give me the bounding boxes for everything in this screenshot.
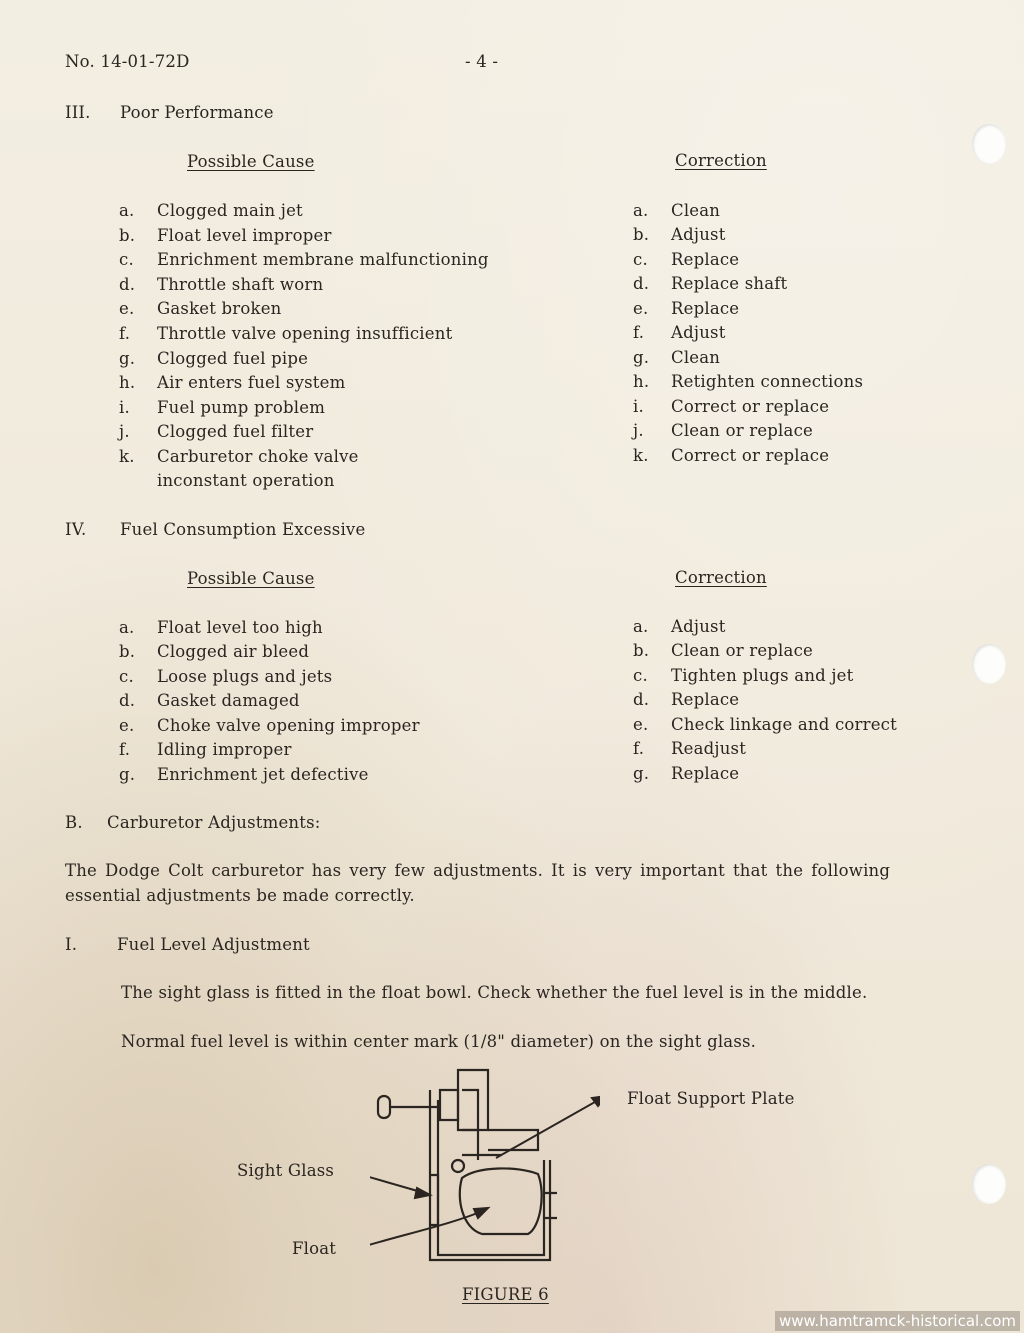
punch-hole-bottom [972,1164,1006,1204]
section-iii-numeral: III. [65,103,91,122]
section-iii-correction-header: Correction [675,151,767,170]
intro-line-2: essential adjustments be made correctly. [65,886,415,905]
figure-caption: FIGURE 6 [462,1285,549,1304]
page-number: - 4 - [465,52,499,71]
section-iv-cause-header: Possible Cause [187,569,315,588]
section-b-title: Carburetor Adjustments: [107,813,321,832]
punch-hole-middle [972,644,1006,684]
section-iv-numeral: IV. [65,520,87,539]
punch-hole-top [972,124,1006,164]
label-float-support-plate: Float Support Plate [627,1089,795,1108]
section-iv-correction-header: Correction [675,568,767,587]
section-iv-title: Fuel Consumption Excessive [120,520,366,539]
label-float: Float [292,1239,337,1258]
watermark: www.hamtramck-historical.com [775,1311,1020,1331]
subsection-i-title: Fuel Level Adjustment [117,935,310,954]
subsection-i-numeral: I. [65,935,78,954]
doc-number: No. 14-01-72D [65,52,190,71]
fuel-level-paragraph: Normal fuel level is within center mark (1/8" diameter) on the sight glass. [121,1032,757,1051]
section-iii-cause-header: Possible Cause [187,152,315,171]
intro-line-1: The Dodge Colt carburetor has very few adjustments. It is very important that the following [65,861,891,880]
page: No. 14-01-72D - 4 - III. Poor Performance Possible Cause Correction a. Clogged main jet b. Float level improper c. Enrichment membrane malfunctioning d. Throttle shaft worn e. Gasket broken f. Throttle valve opening insufficient g. Clogged fuel pipe h. Air enters fuel system i. Fuel pump problem j. Clogged fuel filter k. Carburetor choke valve inconstant operation a. Clean b. Adjust c. Replace d. Replace shaft e. Replace f. Adjust g. Clean h. Retighten connections i. Correct or replace j. Clean or replace k. Correct or replace IV. Fuel Consumption Excessive Possible Cause Correction a. Float level too high b. Clogged air bleed c. Loose plugs and jets d. Gasket damaged e. Choke valve opening improper f. Idling improper g. Enrichment jet defective a. Adjust b. Clean or replace c. Tighten plugs and jet d. Replace e. Check linkage and correct f. Readjust g. Replace B. Carburetor Adjustments: The Dodge Colt carburetor has very few adjustments. It is very important that the following essential adjustments be made correctly. I. Fuel Level Adjustment The sight glass is fitted in the float bowl. Check whether the fuel level is in the middle. Normal fuel level is within center mark (1/8" diameter) on the sight glass. Float Support Plate Sight Glass Float FIGURE 6 www.hamtramck-historical.com [0,0,1024,1333]
section-b-letter: B. [65,813,83,832]
section-iii-title: Poor Performance [120,103,274,122]
label-sight-glass: Sight Glass [237,1161,335,1180]
carburetor-diagram [370,1060,600,1290]
sight-glass-paragraph: The sight glass is fitted in the float bowl. Check whether the fuel level is in the middle. [121,983,868,1002]
